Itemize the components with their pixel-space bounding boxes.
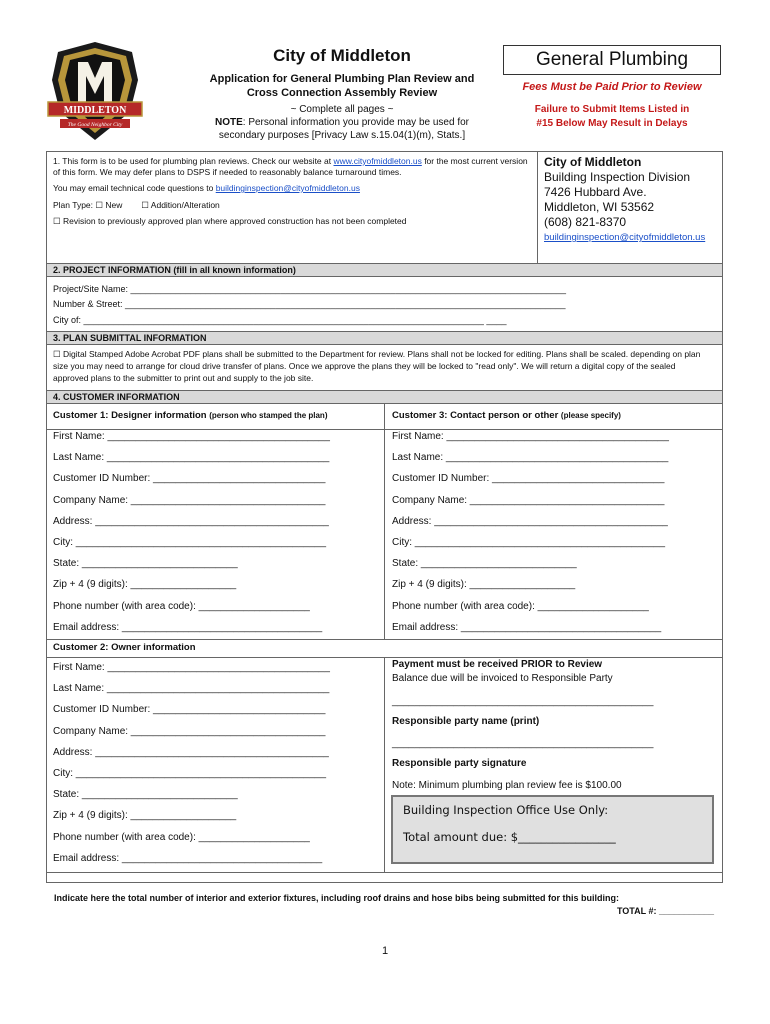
customer-2-field[interactable]: First Name: ________________________________________ [53, 662, 330, 673]
payment-title: Payment must be received PRIOR to Review [392, 659, 603, 670]
customer-2-heading: Customer 2: Owner information [53, 642, 196, 653]
customer-3-field[interactable]: Zip + 4 (9 digits): ___________________ [392, 579, 576, 591]
customer-3-field[interactable]: City: _____________________________________________ [392, 537, 666, 548]
customer-2-field[interactable]: Phone number (with area code): ____________________ [53, 831, 310, 843]
email-link[interactable]: buildinginspection@cityofmiddleton.us [215, 183, 360, 193]
department-address: City of Middleton Building Inspection Division 7426 Hubbard Ave. Middleton, WI 53562 (608) 821-8370 buildinginspection@cityofmiddleton.us [544, 155, 706, 243]
customer-3-field[interactable]: Company Name: ___________________________________ [392, 494, 665, 506]
divider [384, 657, 385, 872]
responsible-signature-label: Responsible party signature [392, 758, 527, 769]
customer-2-field[interactable]: City: _____________________________________________ [53, 768, 327, 779]
customer-2-field[interactable]: Last Name: ________________________________________ [53, 683, 330, 695]
failure-notice: Failure to Submit Items Listed in #15 Below May Result in Delays [534, 104, 690, 129]
customer-2-field[interactable]: Zip + 4 (9 digits): ___________________ [53, 810, 237, 822]
total-amount-due-field[interactable]: Total amount due: $_________________ [403, 830, 616, 844]
customer-1-field[interactable]: Zip + 4 (9 digits): ___________________ [53, 579, 237, 591]
divider [384, 404, 385, 640]
customer-3-field[interactable]: Last Name: ________________________________________ [392, 452, 669, 464]
checkbox-revision[interactable]: ☐ Revision to previously approved plan where approved construction has not been completed [53, 216, 407, 226]
svg-text:MIDDLETON: MIDDLETON [63, 105, 127, 116]
customer-1-field[interactable]: Customer ID Number: _______________________________ [53, 473, 326, 485]
privacy-note: NOTE: Personal information you provide may be used for [214, 117, 469, 128]
page-number: 1 [381, 945, 389, 957]
customer-2-field[interactable]: State: ____________________________ [53, 789, 238, 801]
form-frame [46, 151, 723, 883]
customer-1-field[interactable]: Company Name: ___________________________________ [53, 494, 326, 506]
department-email-link[interactable]: buildinginspection@cityofmiddleton.us [544, 232, 706, 243]
customer-3-heading: Customer 3: Contact person or other (please specify) [392, 410, 621, 421]
balance-due-text: Balance due will be invoiced to Responsible Party [392, 673, 613, 684]
customer-3-field[interactable]: State: ____________________________ [392, 558, 577, 570]
checkbox-addition-alteration[interactable]: ☐ Addition/Alteration [141, 200, 220, 210]
section-2-heading: 2. PROJECT INFORMATION (fill in all known information) [47, 263, 722, 277]
customer-1-field[interactable]: Email address: ____________________________________ [53, 621, 323, 633]
office-use-box [391, 795, 714, 864]
complete-all-pages: ~ Complete all pages ~ [290, 104, 394, 115]
minimum-fee-note: Note: Minimum plumbing plan review fee is $100.00 [392, 780, 622, 791]
website-link[interactable]: www.cityofmiddleton.us [333, 156, 422, 166]
customer-3-field[interactable]: Phone number (with area code): ____________________ [392, 600, 649, 612]
customer-1-field[interactable]: City: _____________________________________________ [53, 537, 327, 548]
customer-1-field[interactable]: Address: __________________________________________ [53, 515, 329, 527]
customer-2-field[interactable]: Customer ID Number: _______________________________ [53, 704, 326, 716]
total-fixtures-section: Indicate here the total number of interior and exterior fixtures, including roof drains and hose bibs being submitted for this building: TOTAL #: ___________ [54, 893, 714, 916]
section-4-heading: 4. CUSTOMER INFORMATION [47, 390, 722, 404]
customer-2-field[interactable]: Address: __________________________________________ [53, 746, 329, 758]
application-title-line1: Application for General Plumbing Plan Review and [209, 73, 475, 85]
city-of-field[interactable]: City of: ________________________________________________________________________________ ____ [53, 315, 507, 325]
divider [537, 152, 538, 263]
digital-plans-checkbox[interactable]: ☐ Digital Stamped Adobe Acrobat PDF plans shall be submitted to the Department for review. Plans shall not be locked for editing. Plans shall be scaled. depending on plan size you may need to arrange for cloud drive transfer of plans. Once we approve the plans they will be locked to "read only". We will return a digital copy of the sealed approved plans to the submitter to print out and supply to the job site. [53, 349, 701, 383]
general-plumbing-title: General Plumbing [503, 45, 721, 75]
city-title: City of Middleton [273, 46, 411, 65]
customer-1-field[interactable]: Phone number (with area code): ____________________ [53, 600, 310, 612]
form-title-block [186, 46, 498, 142]
customer-3-field[interactable]: Email address: ____________________________________ [392, 621, 662, 633]
responsible-signature-line[interactable]: _______________________________________________ [392, 738, 654, 749]
plan-type-label: Plan Type: [53, 200, 96, 210]
svg-text:The Good Neighbor City: The Good Neighbor City [67, 122, 123, 128]
middleton-logo [46, 40, 144, 144]
total-fixtures-field[interactable]: TOTAL #: ___________ [616, 906, 714, 916]
office-use-title: Building Inspection Office Use Only: [403, 803, 609, 817]
application-title-line2: Cross Connection Assembly Review [246, 87, 438, 99]
customer-2-field[interactable]: Email address: ____________________________________ [53, 852, 323, 864]
section-1-intro: 1. This form is to be used for plumbing plan reviews. Check our website at www.cityofmiddleton.us for the most current version of this form. We may defer plans to DSPS if needed to reasonably balance turnaround times. You may email technical code questions to buildinginspection@cityofmiddleton.us Plan Type: ☐ New ☐ Addition/Alteration ☐ Revision to previously approved plan where approved construction has not been completed [53, 156, 528, 226]
fees-notice: Fees Must be Paid Prior to Review [522, 81, 702, 93]
number-street-field[interactable]: Number & Street: ________________________________________________________________________________________ [53, 299, 566, 309]
privacy-note-line2: secondary purposes [Privacy Law s.15.04(1)(m), Stats.] [218, 130, 466, 141]
customer-2-field[interactable]: Company Name: ___________________________________ [53, 725, 326, 737]
customer-1-field[interactable]: First Name: ________________________________________ [53, 431, 330, 442]
responsible-name-label: Responsible party name (print) [392, 716, 540, 727]
checkbox-new[interactable]: ☐ New [95, 200, 123, 210]
customer-3-field[interactable]: Customer ID Number: _______________________________ [392, 473, 665, 485]
responsible-name-line[interactable]: _______________________________________________ [392, 696, 654, 707]
customer-1-heading: Customer 1: Designer information (person who stamped the plan) [53, 410, 328, 421]
customer-3-field[interactable]: First Name: ________________________________________ [392, 431, 669, 442]
section-3-heading: 3. PLAN SUBMITTAL INFORMATION [47, 331, 722, 345]
customer-1-field[interactable]: Last Name: ________________________________________ [53, 452, 330, 464]
customer-3-field[interactable]: Address: __________________________________________ [392, 515, 668, 527]
project-site-name-field[interactable]: Project/Site Name: _______________________________________________________________________________________ [53, 284, 566, 294]
customer-1-field[interactable]: State: ____________________________ [53, 558, 238, 570]
